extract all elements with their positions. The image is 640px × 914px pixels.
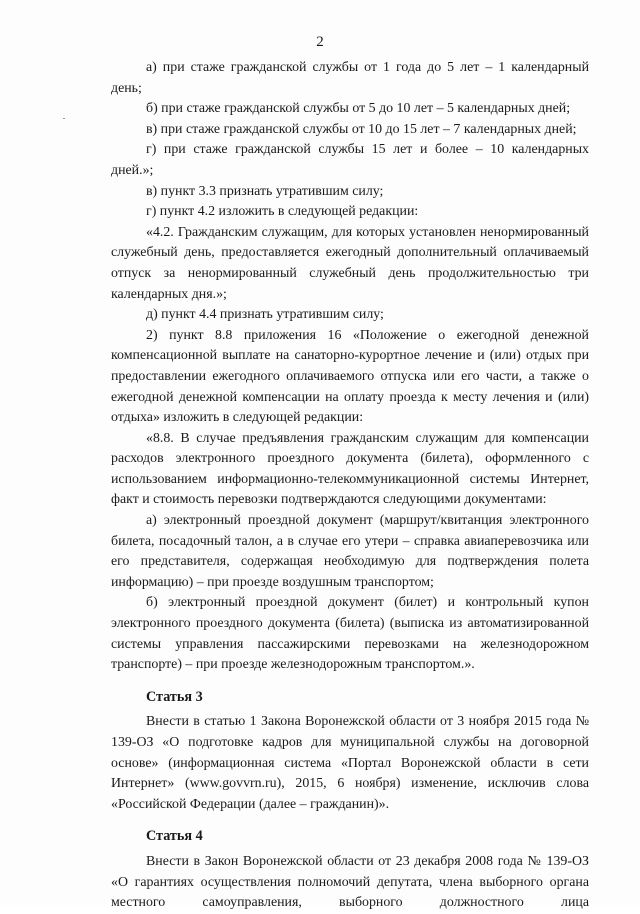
- article-4-heading: Статья 4: [146, 828, 203, 845]
- paragraph-stage-10-15: в) при стаже гражданской службы от 10 до 15 лет – 7 календарных дней;: [146, 121, 577, 137]
- article-3-heading: Статья 3: [146, 688, 203, 705]
- paragraph-clause-3-3: в) пункт 3.3 признать утратившим силу;: [146, 183, 384, 199]
- paragraph-stage-15-plus: г) при стаже гражданской службы 15 лет и более – 10 календарных дней.»;: [111, 142, 589, 178]
- paragraph-rail-transport: б) электронный проездной документ (билет) и контрольный купон электронного проездного документа (билета) (выписка из автоматизированной системы управления пассажирскими перевозками на железнодорожном транспорте) – при проезде железнодорожным транспортом.».: [111, 595, 589, 673]
- paragraph-article-3: Внести в статью 1 Закона Воронежской области от 3 ноября 2015 года № 139-ОЗ «О подготовке кадров для муниципальной службы на договорной основе» (информационная система «Портал Воронежской области в сети Интернет» (www.govvrn.ru), 2015, 6 ноября) изменение, исключив слова «Российской Федерации (далее – гражданин)».: [111, 714, 589, 812]
- paragraph-clause-4-4: д) пункт 4.4 признать утратившим силу;: [146, 307, 384, 323]
- scan-mark: [63, 118, 65, 119]
- paragraph-clause-4-2-intro: г) пункт 4.2 изложить в следующей редакции:: [146, 204, 419, 220]
- paragraph-stage-5-10: б) при стаже гражданской службы от 5 до 10 лет – 5 календарных дней;: [146, 101, 571, 117]
- paragraph-stage-1-5: а) при стаже гражданской службы от 1 года до 5 лет – 1 календарный день;: [111, 60, 589, 96]
- page-number: 2: [316, 34, 324, 50]
- paragraph-air-transport: а) электронный проездной документ (маршрут/квитанция электронного билета, посадочный талон, а в случае его утери – справка авиаперевозчика или его представителя, содержащая необходимую для подтверждения полета информацию) – при проезде воздушным транспортом;: [111, 513, 589, 590]
- paragraph-clause-4-2-text: «4.2. Гражданским служащим, для которых установлен ненормированный служебный день, предоставляется ежегодный дополнительный оплачиваемый отпуск за ненормированный служебный день продолжительностью три календарных дня.»;: [111, 224, 589, 302]
- paragraph-article-4: Внести в Закон Воронежской области от 23 декабря 2008 года № 139-ОЗ «О гарантиях осуществления полномочий депутата, члена выборного органа местного самоуправления, выборного должностного лица: [111, 853, 589, 911]
- paragraph-clause-8-8-text: «8.8. В случае предъявления гражданским служащим для компенсации расходов электронного проездного документа (билета), оформленного с использованием информационно-телекоммуникационной системы Интернет, факт и стоимость перевозки подтверждаются следующими документами:: [111, 430, 589, 508]
- paragraph-clause-8-8-intro: 2) пункт 8.8 приложения 16 «Положение о ежегодной денежной компенсационной выплате на санаторно-курортное лечение и (или) отдых при предоставлении ежегодного оплачиваемого отпуска или его части, а также о ежегодной денежной компенсации на оплату проезда к месту лечения и (или) отдыха» изложить в следующей редакции:: [111, 327, 589, 426]
- document-body: [111, 58, 589, 914]
